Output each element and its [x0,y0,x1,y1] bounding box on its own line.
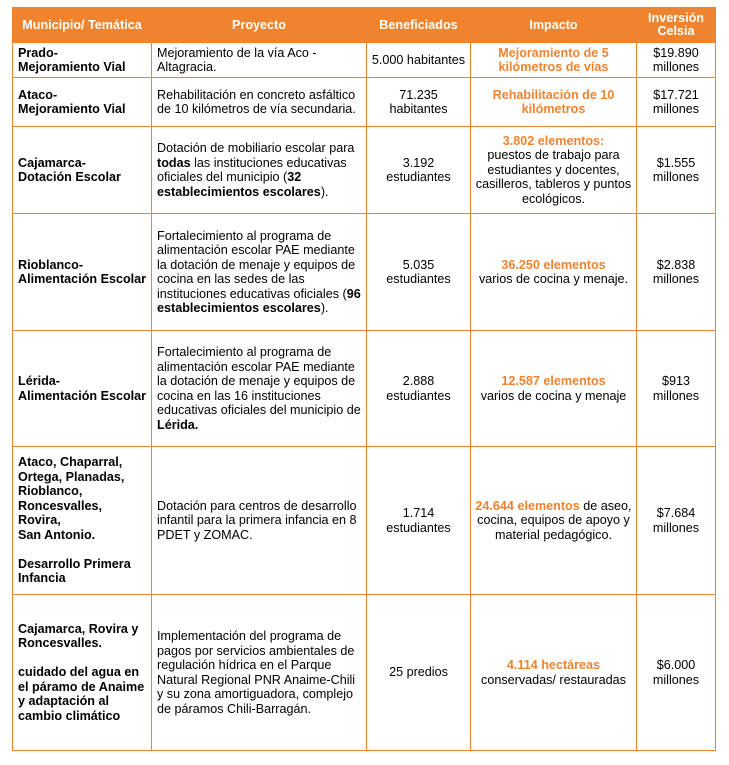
municipio-cell: Rioblanco- Alimentación Escolar [13,214,152,331]
inversion-cell: $17.721 millones [637,78,716,127]
impacto-cell: Mejoramiento de 5 kilómetros de vías [471,43,637,78]
beneficiados-cell: 5.035 estudiantes [367,214,471,331]
header-row [13,8,716,43]
inversion-cell: $19.890 millones [637,43,716,78]
municipio-cell: Ataco- Mejoramiento Vial [13,78,152,127]
header-municipio: Municipio/ Temática [13,8,152,43]
municipio-cell: Cajamarca- Dotación Escolar [13,127,152,214]
proyecto-cell: Implementación del programa de pagos por servicios ambientales de regulación hídrica en el Parque Natural Regional PNR Anaime-Chili y su zona amortiguadora, complejo de páramos Chili-Barragán. [152,595,367,751]
table-row [13,214,716,331]
impacto-cell: 12.587 elementos varios de cocina y menaje [471,331,637,447]
beneficiados-cell: 71.235 habitantes [367,78,471,127]
municipio-cell: Cajamarca, Rovira y Roncesvalles. cuidado del agua en el páramo de Anaime y adaptación al cambio climático [13,595,152,751]
proyecto-cell: Rehabilitación en concreto asfáltico de 10 kilómetros de vía secundaria. [152,78,367,127]
table-row [13,43,716,78]
beneficiados-cell: 2.888 estudiantes [367,331,471,447]
impacto-cell: 36.250 elementos varios de cocina y menaje. [471,214,637,331]
proyecto-cell: Mejoramiento de la vía Aco - Altagracia. [152,43,367,78]
impacto-cell: 3.802 elementos: puestos de trabajo para estudiantes y docentes, casilleros, tableros y puntos ecológicos. [471,127,637,214]
investment-table [12,7,716,751]
beneficiados-cell: 25 predios [367,595,471,751]
inversion-cell: $6.000 millones [637,595,716,751]
header-impacto: Impacto [471,8,637,43]
inversion-cell: $7.684 millones [637,447,716,595]
inversion-cell: $913 millones [637,331,716,447]
proyecto-cell: Fortalecimiento al programa de alimentación escolar PAE mediante la dotación de menaje y equipos de cocina en las sedes de las instituciones educativas oficiales (96 establecimientos escolares). [152,214,367,331]
table-row [13,78,716,127]
investment-table-container [12,7,716,751]
proyecto-cell: Dotación para centros de desarrollo infantil para la primera infancia en 8 PDET y ZOMAC. [152,447,367,595]
table-row [13,331,716,447]
municipio-cell: Lérida- Alimentación Escolar [13,331,152,447]
impacto-cell: Rehabilitación de 10 kilómetros [471,78,637,127]
inversion-cell: $2.838 millones [637,214,716,331]
beneficiados-cell: 5.000 habitantes [367,43,471,78]
proyecto-cell: Dotación de mobiliario escolar para todas las instituciones educativas oficiales del municipio (32 establecimientos escolares). [152,127,367,214]
impacto-cell: 24.644 elementos de aseo, cocina, equipos de apoyo y material pedagógico. [471,447,637,595]
header-proyecto: Proyecto [152,8,367,43]
impacto-cell: 4.114 hectáreas conservadas/ restauradas [471,595,637,751]
beneficiados-cell: 1.714 estudiantes [367,447,471,595]
table-row [13,127,716,214]
table-row [13,447,716,595]
table-row [13,595,716,751]
municipio-cell: Prado- Mejoramiento Vial [13,43,152,78]
proyecto-cell: Fortalecimiento al programa de alimentación escolar PAE mediante la dotación de menaje y equipos de cocina en las 16 instituciones educativas oficiales del municipio de Lérida. [152,331,367,447]
beneficiados-cell: 3.192 estudiantes [367,127,471,214]
inversion-cell: $1.555 millones [637,127,716,214]
header-beneficiados: Beneficiados [367,8,471,43]
header-inversion: Inversión Celsia [637,8,716,43]
municipio-cell: Ataco, Chaparral, Ortega, Planadas, Rioblanco, Roncesvalles, Rovira, San Antonio. Desarrollo Primera Infancia [13,447,152,595]
